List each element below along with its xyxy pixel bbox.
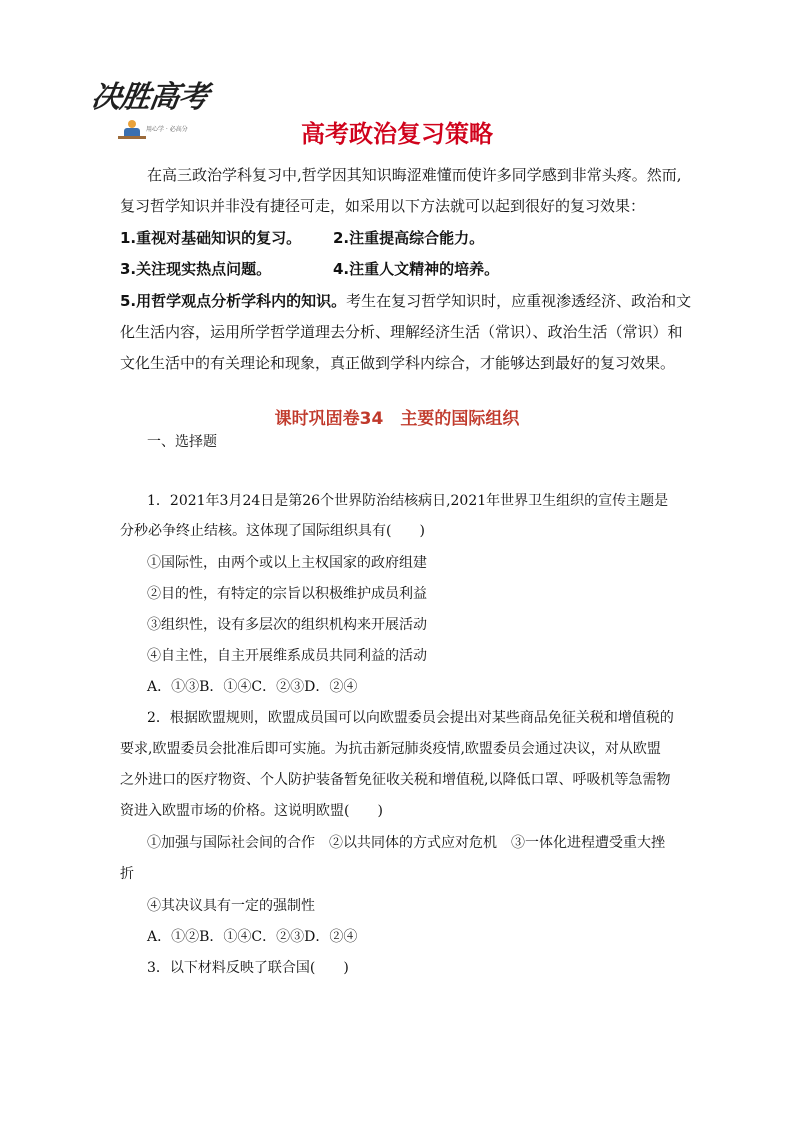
q1-option-2: ②目的性，有特定的宗旨以积极维护成员利益	[147, 586, 427, 602]
intro-line-2: 复习哲学知识并非没有捷径可走，如采用以下方法就可以起到很好的复习效果：	[120, 197, 646, 215]
intro-line-6: 化生活内容，运用所学哲学道理去分析、理解经济生活（常识）、政治生活（常识）和	[120, 323, 683, 341]
q2-line-4: 资进入欧盟市场的价格。这说明欧盟( )	[120, 803, 383, 819]
section-heading: 一、选择题	[147, 434, 217, 450]
q1-option-4: ④自主性，自主开展维系成员共同利益的活动	[147, 648, 427, 664]
intro-line-7: 文化生活中的有关理论和现象，真正做到学科内综合，才能够达到最好的复习效果。	[120, 354, 676, 372]
q2-options: ①加强与国际社会间的合作 ②以共同体的方式应对危机 ③一体化进程遭受重大挫	[147, 835, 665, 851]
method-5: 5.用哲学观点分析学科内的知识。	[120, 292, 347, 310]
intro-line-1: 在高三政治学科复习中,哲学因其知识晦涩难懂而使许多同学感到非常头疼。然而,	[147, 166, 682, 184]
q2-option-4: ④其决议具有一定的强制性	[147, 898, 315, 914]
q2-answers: A．①②B．①④C．②③D．②④	[147, 929, 358, 945]
method-4: 4.注重人文精神的培养。	[333, 260, 500, 278]
q3-line-1: 3．以下材料反映了联合国( )	[147, 960, 349, 976]
q2-line-1: 2．根据欧盟规则，欧盟成员国可以向欧盟委员会提出对某些商品免征关税和增值税的	[147, 710, 674, 726]
method-5-text: 考生在复习哲学知识时，应重视渗透经济、政治和文	[346, 292, 692, 310]
q2-line-2: 要求,欧盟委员会批准后即可实施。为抗击新冠肺炎疫情,欧盟委员会通过决议，对从欧盟	[120, 741, 661, 757]
q1-line-2: 分秒必争终止结核。这体现了国际组织具有( )	[120, 523, 425, 539]
section-title: 课时巩固卷34 主要的国际组织	[274, 409, 520, 429]
logo-tagline: 用心学 · 必高分	[146, 126, 188, 133]
q2-options-wrap: 折	[120, 866, 134, 882]
q1-line-1: 1．2021年3月24日是第26个世界防治结核病日,2021年世界卫生组织的宣传主题是	[147, 493, 669, 509]
q1-answers: A．①③B．①④C．②③D．②④	[147, 679, 358, 695]
method-2: 2.注重提高综合能力。	[333, 229, 485, 247]
method-3: 3.关注现实热点问题。	[120, 260, 272, 278]
logo-text: 决胜高考	[89, 80, 210, 115]
page-title: 高考政治复习策略	[301, 120, 493, 148]
method-5-line	[120, 290, 691, 312]
q1-option-3: ③组织性，设有多层次的组织机构来开展活动	[147, 617, 427, 633]
method-1: 1.重视对基础知识的复习。	[120, 229, 302, 247]
q1-option-1: ①国际性，由两个或以上主权国家的政府组建	[147, 555, 427, 571]
q2-line-3: 之外进口的医疗物资、个人防护装备暂免征收关税和增值税,以降低口罩、呼吸机等急需物	[120, 772, 671, 788]
